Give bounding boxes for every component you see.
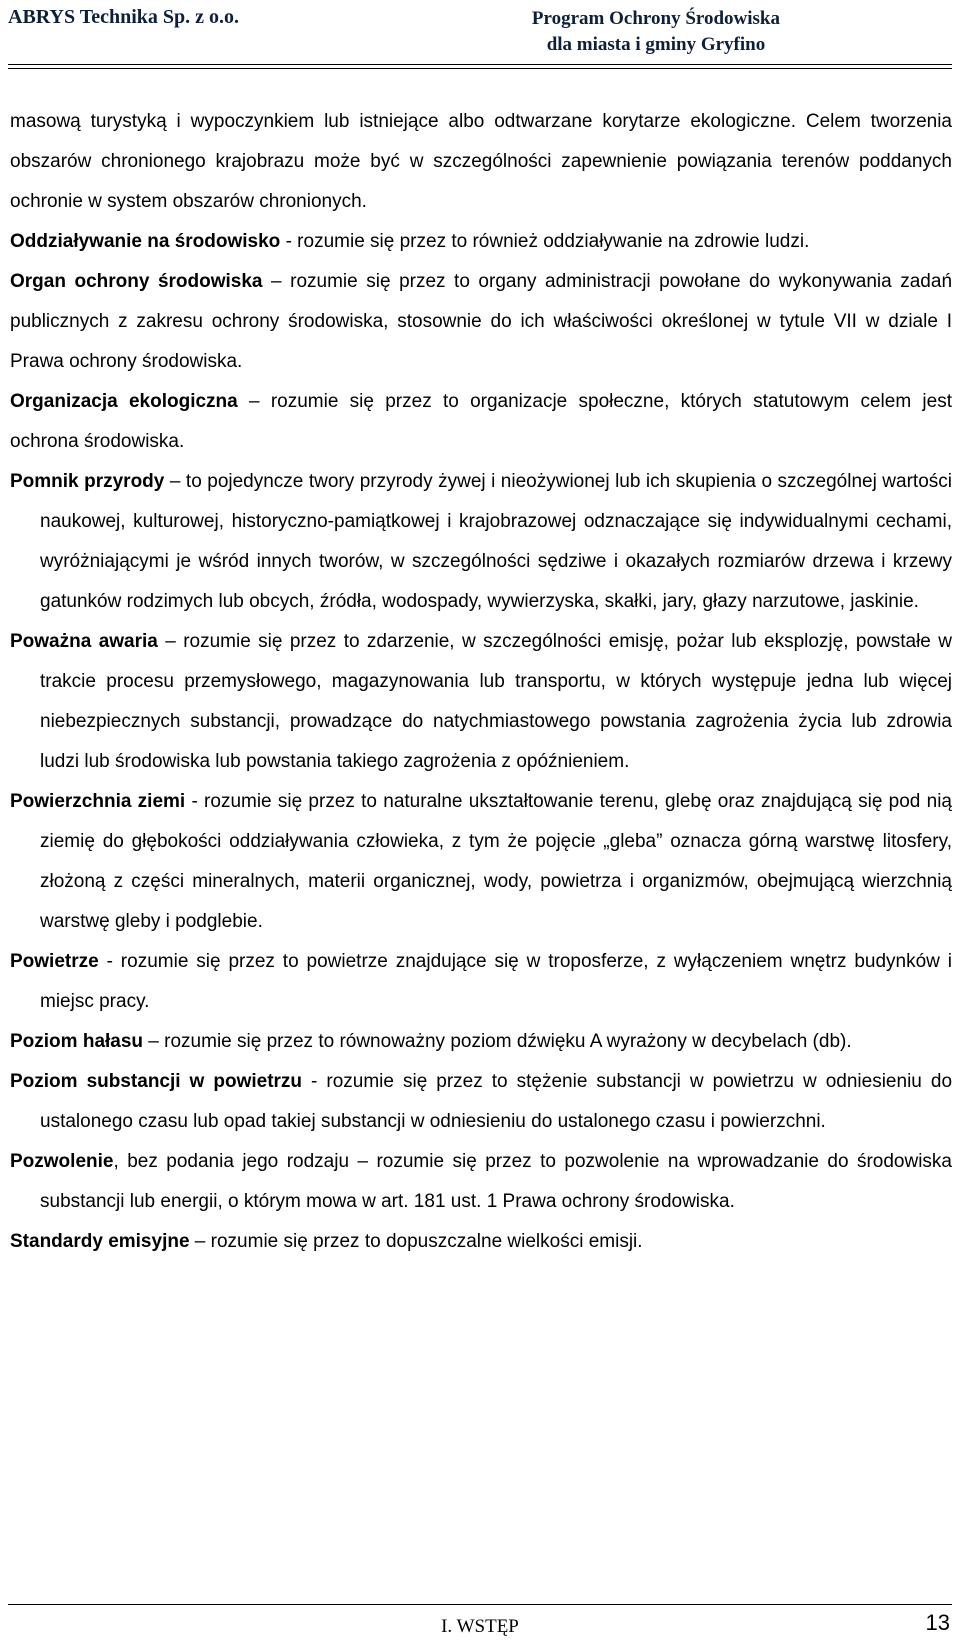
definition-text: – rozumie się przez to równoważny poziom dźwięku A wyrażony w decybelach (db).	[143, 1031, 852, 1052]
definition-term: Poziom substancji w powietrzu	[10, 1071, 303, 1092]
definition-standardy-emisyjne	[10, 1222, 952, 1262]
program-title-line2: dla miasta i gminy Gryfino	[546, 34, 766, 55]
definition-poziom-halasu	[10, 1022, 952, 1062]
definition-text: – to pojedyncze twory przyrody żywej i nieożywionej lub ich skupienia o szczególnej wartości naukowej, kulturowej, historyczno-pamiątkowej i krajobrazowej odznaczające się indywidualnymi cechami, wyróżniającymi je wśród innych tworów, w szczególności sędziwe i okazałych rozmiarów drzewa i krzewy gatunków rodzimych lub obcych, źródła, wodospady, wywierzyska, skałki, jary, głazy narzutowe, jaskinie.	[40, 471, 952, 612]
definition-organizacja-ekologiczna	[10, 382, 952, 462]
definition-term: Oddziaływanie na środowisko	[10, 231, 281, 252]
definition-term: Organ ochrony środowiska	[10, 271, 263, 292]
definition-text: , bez podania jego rodzaju – rozumie się przez to pozwolenie na wprowadzanie do środowiska substancji lub energii, o którym mowa w art. 181 ust. 1 Prawa ochrony środowiska.	[40, 1151, 952, 1212]
company-name: ABRYS Technika Sp. z o.o.	[8, 6, 240, 28]
paragraph-continuation	[10, 102, 952, 222]
definition-poziom-substancji	[10, 1062, 952, 1142]
definition-oddzialywanie	[10, 222, 952, 262]
definition-term: Powietrze	[10, 951, 99, 972]
definition-term: Organizacja ekologiczna	[10, 391, 238, 412]
program-title-line1: Program Ochrony Środowiska	[531, 8, 780, 29]
definition-pozwolenie	[10, 1142, 952, 1222]
definition-term: Pozwolenie	[10, 1151, 114, 1172]
definition-term: Powierzchnia ziemi	[10, 791, 186, 812]
definition-organ-ochrony	[10, 262, 952, 382]
definition-powierzchnia-ziemi	[10, 782, 952, 942]
page-number: 13	[925, 1610, 950, 1635]
definition-text: – rozumie się przez to organy administracji powołane do wykonywania zadań publicznych z zakresu ochrony środowiska, stosownie do ich właściwości określonej w tytule VII w dziale I Prawa ochrony środowiska.	[10, 271, 953, 372]
definition-term: Poziom hałasu	[10, 1031, 144, 1052]
definition-text: - rozumie się przez to stężenie substancji w powietrzu w odniesieniu do ustalonego czasu lub opad takiej substancji w odniesieniu do ustalonego czasu i powierzchni.	[40, 1071, 953, 1132]
definition-powietrze	[10, 942, 952, 1022]
definition-text: - rozumie się przez to powietrze znajdujące się w troposferze, z wyłączeniem wnętrz budynków i miejsc pracy.	[40, 951, 952, 1012]
program-title	[532, 6, 780, 58]
definition-text: – rozumie się przez to zdarzenie, w szczególności emisję, pożar lub eksplozję, powstałe w trakcie procesu przemysłowego, magazynowania lub transportu, w których występuje jedna lub więcej niebezpiecznych substancji, prowadzące do natychmiastowego powstania zagrożenia życia lub zdrowia ludzi lub środowiska lub powstania takiego zagrożenia z opóźnieniem.	[40, 631, 952, 772]
footer-divider	[8, 1604, 952, 1605]
definition-powazna-awaria	[10, 622, 952, 782]
header-divider	[8, 64, 952, 65]
document-body	[10, 102, 952, 1262]
definition-term: Poważna awaria	[10, 631, 158, 652]
definition-text: - rozumie się przez to również oddziaływanie na zdrowie ludzi.	[280, 231, 810, 252]
definition-text: – rozumie się przez to dopuszczalne wielkości emisji.	[189, 1231, 643, 1252]
definition-text: – rozumie się przez to organizacje społeczne, których statutowym celem jest ochrona środowiska.	[10, 391, 952, 452]
section-title: I. WSTĘP	[441, 1616, 519, 1637]
definition-text: - rozumie się przez to naturalne ukształtowanie terenu, glebę oraz znajdującą się pod nią ziemię do głębokości oddziaływania człowieka, z tym że pojęcie „gleba” oznacza górną warstwę litosfery, złożoną z części mineralnych, materii organicznej, wody, powietrza i organizmów, obejmującą wierzchnią warstwę gleby i podglebie.	[40, 791, 952, 932]
header-divider-secondary	[8, 68, 952, 69]
definition-term: Pomnik przyrody	[10, 471, 165, 492]
definition-pomnik-przyrody	[10, 462, 952, 622]
page-header	[0, 0, 960, 62]
definition-term: Standardy emisyjne	[10, 1231, 190, 1252]
paragraph-text: masową turystyką i wypoczynkiem lub istniejące albo odtwarzane korytarze ekologiczne. Celem tworzenia obszarów chronionego krajobrazu może być w szczególności zapewnienie powiązania terenów poddanych ochronie w system obszarów chronionych.	[10, 111, 952, 212]
